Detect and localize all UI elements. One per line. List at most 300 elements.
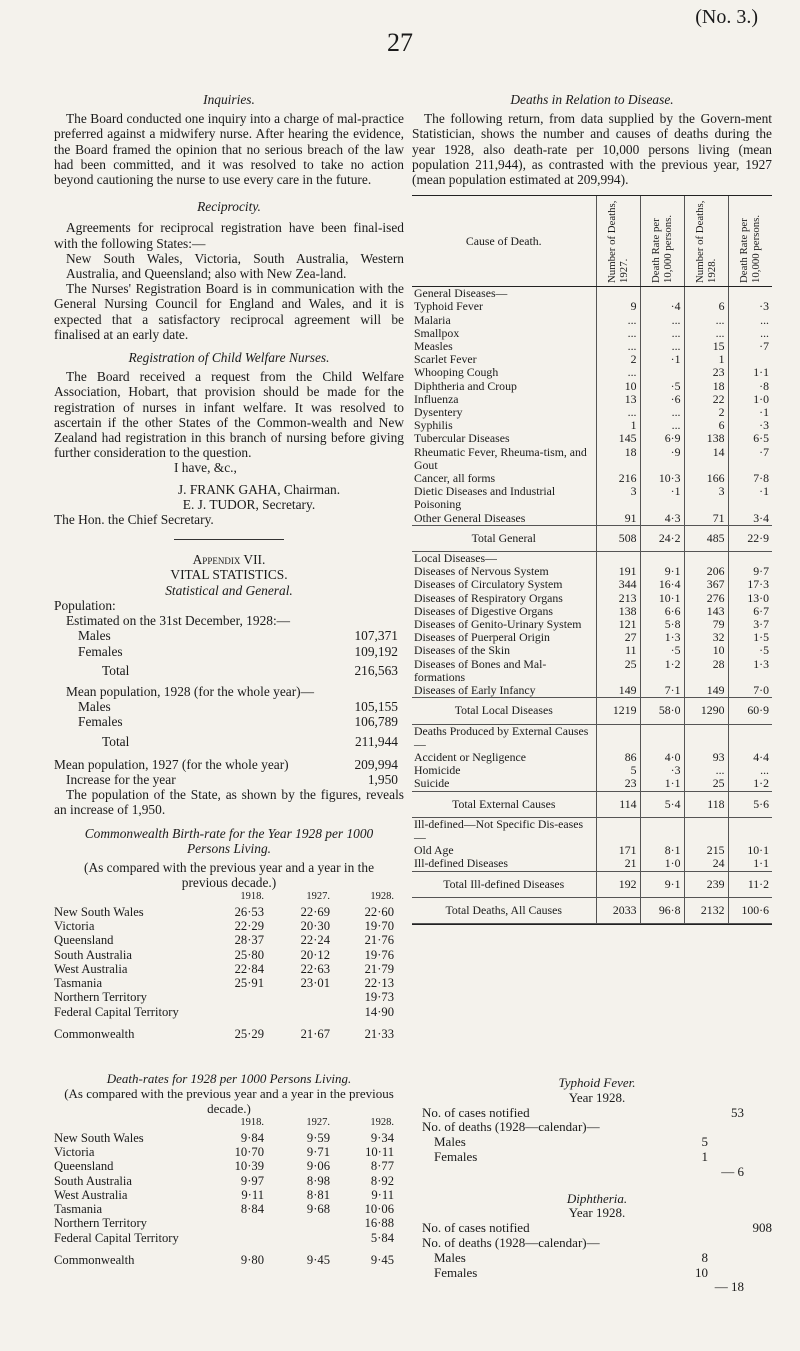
cell-value: ... <box>640 314 684 327</box>
cell-value: 15 <box>684 340 728 353</box>
cell-value: 3·4 <box>728 512 772 526</box>
mean-females-row: Females 106,789 <box>78 714 398 730</box>
cell-value: 11 <box>596 644 640 657</box>
cause-name: Typhoid Fever <box>414 299 483 314</box>
table-row <box>412 777 772 791</box>
cell-value: 6·6 <box>640 605 684 618</box>
cell-value: 2 <box>596 353 640 366</box>
empty-cell <box>640 552 684 566</box>
statistical-general-heading: Statistical and General. <box>165 582 293 598</box>
total-row <box>412 698 772 724</box>
rate-value: 9·11 <box>241 1187 264 1202</box>
table-row <box>412 592 772 605</box>
state-name: Queensland <box>54 1159 114 1174</box>
total-value: 2132 <box>684 897 728 923</box>
cause-name: Rheumatic Fever, Rheuma-tism, and Gout <box>414 444 587 472</box>
cause-name: Smallpox <box>414 325 460 340</box>
cause-name: Cancer, all forms <box>414 471 496 486</box>
total-value: 485 <box>684 525 728 551</box>
cell-value: 9 <box>596 300 640 313</box>
cell-value: 13 <box>596 393 640 406</box>
cause-name: Diphtheria and Croup <box>414 378 517 393</box>
diphtheria-heading: Diphtheria. <box>566 1190 628 1206</box>
year-header: 1918. <box>240 891 264 903</box>
cell-value: 149 <box>596 684 640 698</box>
total-value: 508 <box>596 525 640 551</box>
state-name: Federal Capital Territory <box>54 1004 179 1019</box>
cell-value: 149 <box>684 684 728 698</box>
cell-value: ·4 <box>640 300 684 313</box>
cell-value: 3 <box>596 485 640 511</box>
rate-value: 22·24 <box>300 933 330 948</box>
cell-value: 21 <box>596 857 640 871</box>
cell-value: ... <box>684 327 728 340</box>
empty-cell <box>684 287 728 301</box>
death-rate-rows <box>54 1131 404 1245</box>
cause-name: Homicide <box>414 763 461 778</box>
rate-value: 8·98 <box>306 1173 330 1188</box>
rate-value: 22·60 <box>364 904 394 919</box>
cell-value: ·3 <box>728 300 772 313</box>
cause-name: Diseases of Circulatory System <box>414 577 563 592</box>
cause-name: Dietic Diseases and Industrial Poisoning <box>414 484 556 512</box>
cell-value: 138 <box>596 605 640 618</box>
cell-value: ·8 <box>728 380 772 393</box>
cell-value: ... <box>596 366 640 379</box>
cause-name: Suicide <box>414 776 450 791</box>
state-name: Federal Capital Territory <box>54 1230 179 1245</box>
year-header: 1927. <box>306 891 330 903</box>
table-row <box>412 644 772 657</box>
typhoid-heading: Typhoid Fever. <box>558 1075 636 1090</box>
empty-cell <box>684 817 728 844</box>
rate-value <box>204 1231 264 1245</box>
rate-value: 8·92 <box>370 1173 394 1188</box>
rate-value: 19·70 <box>364 918 394 933</box>
rate-value: 19·73 <box>364 990 394 1005</box>
cell-value: 216 <box>596 472 640 485</box>
col-deaths-1927: Number of Deaths, 1927. <box>606 200 630 283</box>
cause-name: Syphilis <box>414 418 453 433</box>
total-value: 9·1 <box>640 871 684 897</box>
empty-cell <box>684 724 728 751</box>
cause-name: Measles <box>414 339 453 354</box>
cell-value: 6·7 <box>728 605 772 618</box>
cell-value: 27 <box>596 631 640 644</box>
cell-value: 10 <box>684 644 728 657</box>
cause-name: Diseases of Genito-Urinary System <box>414 617 582 632</box>
cause-name: Diseases of the Skin <box>414 643 510 658</box>
total-value: 60·9 <box>728 698 772 724</box>
birth-rate-table <box>54 890 404 904</box>
state-name: New South Wales <box>54 1130 144 1145</box>
total-row <box>412 871 772 897</box>
rate-value: 20·12 <box>300 947 330 962</box>
cell-value: 1 <box>596 419 640 432</box>
cell-value: 14 <box>684 446 728 472</box>
state-name: West Australia <box>54 1187 128 1202</box>
empty-cell <box>728 552 772 566</box>
empty-cell <box>640 724 684 751</box>
total-label: Total Deaths, All Causes <box>412 897 596 923</box>
rate-value: 9·68 <box>306 1202 330 1217</box>
cell-value <box>640 366 684 379</box>
left-column <box>54 92 404 1041</box>
cell-value: ... <box>596 406 640 419</box>
cell-value: 138 <box>684 432 728 445</box>
rate-value: 20·30 <box>300 918 330 933</box>
cell-value: ... <box>596 314 640 327</box>
cell-value: 24 <box>684 857 728 871</box>
table-row <box>412 658 772 684</box>
cell-value: 4·0 <box>640 751 684 764</box>
cell-value: 171 <box>596 844 640 857</box>
cell-value: 79 <box>684 618 728 631</box>
cell-value: 7·8 <box>728 472 772 485</box>
cell-value: 1·0 <box>640 857 684 871</box>
typhoid-deaths-label: No. of deaths (1928—calendar)— <box>422 1119 600 1135</box>
cause-name: Diseases of Bones and Mal-formations <box>414 656 547 684</box>
cell-value: 1·2 <box>728 777 772 791</box>
empty-cell <box>596 817 640 844</box>
mean-1927-row: Mean population, 1927 (for the whole year) 209,994 <box>54 756 398 772</box>
total-value: 118 <box>684 791 728 817</box>
col-rate-1928: Death Rate per 10,000 persons. <box>738 214 763 283</box>
cell-value: ·6 <box>640 393 684 406</box>
cell-value: 10 <box>596 380 640 393</box>
cell-value: ·3 <box>640 764 684 777</box>
reciprocity-heading: Reciprocity. <box>197 199 261 215</box>
rate-value: 25·91 <box>234 976 264 991</box>
cell-value: ... <box>640 340 684 353</box>
rate-value <box>204 1005 264 1019</box>
inquiries-text: The Board conducted one inquiry into a charge of mal-practice preferred against a midwifery nurse. After hearing the evidence, the Board framed the opinion that no serious breach of the law had been committed, and it was resolved to take no action beyond cautioning the nurse to use every care in the future. <box>54 111 404 188</box>
mean-population-heading: Mean population, 1928 (for the whole year)— <box>66 683 315 699</box>
birth-rate-heading: Commonwealth Birth-rate for the Year 1928 per 1000 Persons Living. <box>84 825 374 856</box>
empty-cell <box>640 817 684 844</box>
vital-statistics-heading: VITAL STATISTICS. <box>170 567 288 583</box>
rate-value: 25·80 <box>234 947 264 962</box>
cell-value: 121 <box>596 618 640 631</box>
death-rate-note: (As compared with the previous year and a year in the previous decade.) <box>64 1085 394 1116</box>
typhoid-males-row: Males 5 <box>434 1134 708 1150</box>
year-header: 1928. <box>370 1117 394 1129</box>
state-name: Tasmania <box>54 1202 103 1217</box>
section-title: General Diseases— <box>414 286 508 301</box>
total-value: 5·4 <box>640 791 684 817</box>
cause-name: Ill-defined Diseases <box>414 856 509 871</box>
total-value: 24·2 <box>640 525 684 551</box>
total-label: Total General <box>412 525 596 551</box>
typhoid-total: — 6 <box>721 1163 744 1179</box>
deaths-text: The following return, from data supplied by the Govern-ment Statistician, shows the number and causes of deaths during the year 1928, also death-rate per 10,000 persons living (mean population 211,944), as contrasted with the previous year, 1927 (mean population estimated at 209,994). <box>412 111 772 188</box>
cell-value: ·3 <box>728 419 772 432</box>
rate-value: 23·01 <box>300 976 330 991</box>
estimated-label: Estimated on the 31st December, 1928:— <box>66 613 291 629</box>
cell-value: 9·1 <box>640 565 684 578</box>
cell-value: 1 <box>684 353 728 366</box>
rate-value: 10·11 <box>365 1144 394 1159</box>
table-row <box>412 512 772 526</box>
cell-value: 13·0 <box>728 592 772 605</box>
rate-value: 14·90 <box>364 1004 394 1019</box>
section-title: Deaths Produced by External Causes— <box>414 723 589 751</box>
cause-name: Tubercular Diseases <box>414 431 510 446</box>
cell-value: ... <box>728 764 772 777</box>
cell-value: 1·1 <box>728 857 772 871</box>
col-deaths-1928: Number of Deaths, 1928. <box>694 200 718 283</box>
cause-name: Diseases of Early Infancy <box>414 683 536 698</box>
cause-name: Accident or Negligence <box>414 749 527 764</box>
cell-value: 1·2 <box>640 658 684 684</box>
table-row <box>412 485 772 511</box>
cell-value: 91 <box>596 512 640 526</box>
cell-value: 8·1 <box>640 844 684 857</box>
birth-rate-note: (As compared with the previous year and a year in the previous decade.) <box>83 859 375 891</box>
section-title-row <box>412 287 772 301</box>
empty-cell <box>684 552 728 566</box>
col-rate-1927: Death Rate per 10,000 persons. <box>650 214 674 283</box>
cell-value: ... <box>596 340 640 353</box>
year-header: 1918. <box>240 1117 264 1129</box>
total-row <box>412 791 772 817</box>
estimated-males-row: Males 107,371 <box>78 628 398 644</box>
causes-of-death-table <box>412 195 772 925</box>
cell-value: 5·8 <box>640 618 684 631</box>
cell-value: 5 <box>596 764 640 777</box>
population-text: The population of the State, as shown by the figures, reveals an increase of 1,950. <box>54 787 404 818</box>
rate-value <box>264 1231 330 1245</box>
cell-value: 1·5 <box>728 631 772 644</box>
rate-value <box>204 990 264 1004</box>
reciprocity-states: New South Wales, Victoria, South Australia, Western Australia, and Queensland; also with New Zea-land. <box>66 250 404 282</box>
total-value: 96·8 <box>640 897 684 923</box>
rate-value <box>264 1216 330 1230</box>
state-name: Queensland <box>54 933 114 948</box>
rate-value: 10·39 <box>234 1159 264 1174</box>
table-row <box>412 314 772 327</box>
cell-value: 71 <box>684 512 728 526</box>
reciprocity-text: The Nurses' Registration Board is in communication with the General Nursing Council for England and Wales, and it is expected that a satisfactory reciprocal agreement will be finalised at an early date. <box>54 281 404 342</box>
rate-value: 9·59 <box>306 1130 330 1145</box>
cause-name: Diseases of Digestive Organs <box>414 603 554 618</box>
rate-value: 19·76 <box>364 947 394 962</box>
sign-have: I have, &c., <box>174 460 237 476</box>
cell-value: 16·4 <box>640 578 684 591</box>
signatory-secretary: E. J. TUDOR, Secretary. <box>182 496 316 512</box>
cell-value: 23 <box>684 366 728 379</box>
addressee: The Hon. the Chief Secretary. <box>54 512 214 528</box>
increase-row: Increase for the year 1,950 <box>66 771 398 787</box>
cell-value: 276 <box>684 592 728 605</box>
rate-value: 21·79 <box>364 961 394 976</box>
section-title-row <box>412 817 772 844</box>
empty-cell <box>640 287 684 301</box>
cause-name: Diseases of Puerperal Origin <box>414 630 550 645</box>
section-title: Local Diseases— <box>414 551 497 566</box>
cell-value: 3 <box>684 485 728 511</box>
cell-value: 143 <box>684 605 728 618</box>
total-row <box>412 525 772 551</box>
estimated-females-row: Females 109,192 <box>78 643 398 659</box>
cause-name: Other General Diseases <box>414 510 526 525</box>
cause-name: Whooping Cough <box>414 365 499 380</box>
signatory-chairman: J. FRANK GAHA, Chairman. <box>177 481 341 497</box>
table-row <box>412 366 772 379</box>
cell-value: ·9 <box>640 446 684 472</box>
total-value: 5·6 <box>728 791 772 817</box>
rate-value: 16·88 <box>364 1216 394 1231</box>
cause-name: Scarlet Fever <box>414 352 477 367</box>
total-value: 192 <box>596 871 640 897</box>
year-header: 1927. <box>306 1117 330 1129</box>
diphtheria-cases-row: No. of cases notified 908 <box>422 1220 772 1236</box>
state-name: Victoria <box>54 918 95 933</box>
cell-value: ·1 <box>728 485 772 511</box>
child-welfare-heading: Registration of Child Welfare Nurses. <box>128 350 330 366</box>
estimated-total-row: Total 216,563 <box>102 662 398 678</box>
death-rate-heading: Death-rates for 1928 per 1000 Persons Living. <box>106 1071 352 1086</box>
birth-rate-commonwealth-row: Commonwealth 25·29 21·67 21·33 <box>54 1027 394 1042</box>
state-name: South Australia <box>54 1173 133 1188</box>
rate-value: 22·13 <box>364 976 394 991</box>
rate-value: 10·06 <box>364 1202 394 1217</box>
cell-value: 25 <box>596 658 640 684</box>
cell-value: 166 <box>684 472 728 485</box>
death-rates-section <box>54 1072 404 1267</box>
total-value: 100·6 <box>728 897 772 923</box>
reciprocity-intro: Agreements for reciprocal registration have been final-ised with the following States:— <box>54 220 404 251</box>
cell-value: 18 <box>596 446 640 472</box>
diphtheria-total: — 18 <box>714 1279 744 1295</box>
cell-value: 28 <box>684 658 728 684</box>
cell-value: 367 <box>684 578 728 591</box>
cell-value: ·5 <box>728 644 772 657</box>
cell-value: 3·7 <box>728 618 772 631</box>
child-welfare-text: The Board received a request from the Child Welfare Association, Hobart, that provision should be made for the registration of nurses in infant welfare. It was resolved to ascertain if the other States of the Common-wealth and New Zealand had registration in this branch of nursing before giving further consideration to the question. <box>54 369 404 461</box>
cell-value: 93 <box>684 751 728 764</box>
cell-value: ·5 <box>640 644 684 657</box>
total-value: 2033 <box>596 897 640 923</box>
rate-value: 10·70 <box>234 1144 264 1159</box>
rate-value: 22·84 <box>234 961 264 976</box>
cell-value: 9·7 <box>728 565 772 578</box>
cell-value: 25 <box>684 777 728 791</box>
cell-value: ·1 <box>728 406 772 419</box>
empty-cell <box>596 724 640 751</box>
empty-cell <box>728 817 772 844</box>
table-row <box>412 432 772 445</box>
typhoid-cases-row: No. of cases notified 53 <box>422 1104 744 1120</box>
empty-cell <box>728 724 772 751</box>
death-rate-commonwealth-row: Commonwealth 9·80 9·45 9·45 <box>54 1253 394 1268</box>
section-title: Ill-defined—Not Specific Dis-eases— <box>414 816 584 844</box>
rate-value: 22·69 <box>300 904 330 919</box>
rate-value: 9·34 <box>370 1130 394 1145</box>
typhoid-females-row: Females 1 <box>434 1148 708 1164</box>
right-column <box>412 92 772 187</box>
total-value: 239 <box>684 871 728 897</box>
cell-value: 6·5 <box>728 432 772 445</box>
diphtheria-males-row: Males 8 <box>434 1249 708 1265</box>
table-row <box>412 857 772 871</box>
mean-males-row: Males 105,155 <box>78 699 398 715</box>
rate-value: 8·77 <box>370 1159 394 1174</box>
table-row <box>412 578 772 591</box>
state-name: West Australia <box>54 961 128 976</box>
diphtheria-year: Year 1928. <box>568 1205 626 1221</box>
cell-value: 4·4 <box>728 751 772 764</box>
cause-name: Old Age <box>414 843 454 858</box>
year-header: 1928. <box>370 891 394 903</box>
cell-value: ·7 <box>728 446 772 472</box>
cell-value: 1·3 <box>728 658 772 684</box>
total-label: Total Ill-defined Diseases <box>412 871 596 897</box>
table-row <box>412 393 772 406</box>
death-rate-table <box>54 1116 404 1130</box>
state-name: New South Wales <box>54 904 144 919</box>
cell-value: ... <box>728 314 772 327</box>
empty-cell <box>728 287 772 301</box>
rate-value <box>264 990 330 1004</box>
cell-value: 23 <box>596 777 640 791</box>
diphtheria-females-row: Females 10 <box>434 1264 708 1280</box>
rate-value: 9·11 <box>371 1187 394 1202</box>
cell-value: ·5 <box>640 380 684 393</box>
cell-value: 10·3 <box>640 472 684 485</box>
deaths-heading: Deaths in Relation to Disease. <box>510 92 674 107</box>
total-value: 1290 <box>684 698 728 724</box>
cell-value: 7·1 <box>640 684 684 698</box>
cell-value: ... <box>728 327 772 340</box>
cell-value: ... <box>640 419 684 432</box>
cell-value: 145 <box>596 432 640 445</box>
rate-value: 26·53 <box>234 904 264 919</box>
rate-value: 22·63 <box>300 961 330 976</box>
table-row <box>412 684 772 698</box>
rate-value <box>204 1216 264 1230</box>
rate-value: 8·84 <box>240 1202 264 1217</box>
total-value: 11·2 <box>728 871 772 897</box>
total-label: Total External Causes <box>412 791 596 817</box>
cell-value: ... <box>640 327 684 340</box>
table-row <box>412 446 772 472</box>
cell-value: 206 <box>684 565 728 578</box>
table-row <box>412 380 772 393</box>
total-value: 114 <box>596 791 640 817</box>
rate-value: 9·84 <box>240 1130 264 1145</box>
empty-cell <box>596 287 640 301</box>
cell-value: 10·1 <box>640 592 684 605</box>
table-row <box>412 300 772 313</box>
cell-value: ... <box>684 764 728 777</box>
cause-name: Malaria <box>414 312 451 327</box>
state-name: Northern Territory <box>54 990 147 1005</box>
cell-value: 213 <box>596 592 640 605</box>
cell-value: 7·0 <box>728 684 772 698</box>
empty-cell <box>596 552 640 566</box>
section-title-row <box>412 552 772 566</box>
state-name: South Australia <box>54 947 133 962</box>
rate-value: 9·71 <box>306 1144 330 1159</box>
typhoid-year: Year 1928. <box>568 1089 626 1105</box>
state-name: Northern Territory <box>54 1216 147 1231</box>
cause-name: Diseases of Respiratory Organs <box>414 590 563 605</box>
appendix-heading: Appendix VII. <box>192 552 266 568</box>
cause-name: Dysentery <box>414 405 463 420</box>
cell-value: 2 <box>684 406 728 419</box>
population-label: Population: <box>54 597 116 613</box>
